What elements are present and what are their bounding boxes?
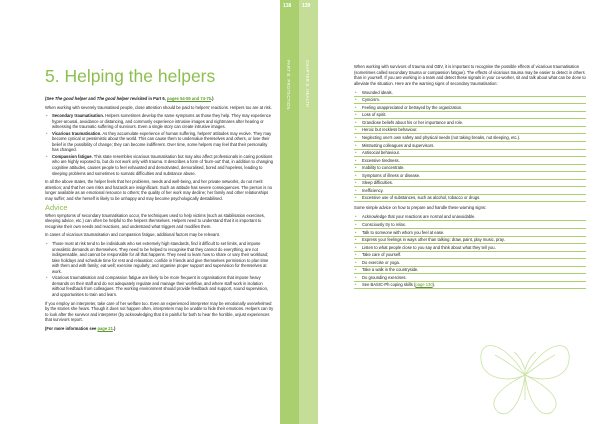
chapter-band — [299, 0, 318, 424]
ref-italic: The good helper — [54, 96, 88, 101]
list-item: • Take a walk in the countryside. — [354, 267, 586, 275]
right-body — [354, 64, 586, 292]
more-info-post: .) — [112, 325, 116, 331]
paragraph: When symptoms of secondary traumatisation occur, the techniques used to help victims (such as stabilisation exercises, sleeping advice, etc.) can often be helpful to the helpers themselves. Helpers need to understand that it is important to recognise their own needs and reactions, and understand what triggers and modifies them. — [45, 212, 266, 229]
page-title: 5. Helping the helpers — [45, 66, 216, 86]
right-page-number: 139 — [302, 3, 311, 9]
advice-list — [45, 241, 275, 297]
risk-text: Helpers sometimes develop the same symptoms as those they help. They may experience hyper-arousal, avoidance or distancing, and commonly experience intrusive images and nightmares after hearing or witnessing the traumatic suffering of survivors. Even a single story can create intrusive images. — [52, 113, 272, 130]
list-item: • Mistrusting colleagues and supervisors. — [354, 142, 586, 150]
risk-text: As they accumulate experience of human suffering, helpers' attitudes may evolve. They may become cynical or pessimistic about the world. This can cause them to undervalue themselves and others, or lose their belief in the possibility of change; they can become indifferent. Over time, some helpers may feel that their personality has changed. — [52, 130, 272, 153]
list-item: • Neglecting one's own safety and physical needs (not taking breaks, not sleeping, etc.). — [354, 134, 586, 142]
list-item: • Loss of spirit. — [354, 112, 586, 120]
ref-italic2: The good helper revisited — [96, 96, 148, 101]
page-link[interactable]: page 21 — [97, 325, 113, 331]
risk-term: Compassion fatigue. — [52, 153, 93, 159]
list-item: • Heroic but reckless behaviour. — [354, 127, 586, 135]
advice-heading: Advice — [45, 203, 68, 213]
pages-link[interactable]: pages 54-55 and 74-75 — [166, 96, 211, 101]
coping-post: ). — [432, 282, 436, 288]
advice-items-list — [354, 214, 586, 289]
warning-signs-list — [354, 89, 586, 202]
ref-end: .) — [210, 96, 214, 101]
paragraph: In all the above states, the helper feels that her problems, needs and well-being, and her private networks, do not merit attention; and that her own risks and hazards are insignificant. Such an attitude has severe consequences. The person is no longer available as an emotional resource to others; the quality of her work may decline; her family and other relationships may suffer; and she herself is likely to be unhappy and may become psychologically destabilised. — [45, 179, 273, 201]
list-item: • Acknowledge that your reactions are normal and unavoidable. — [354, 214, 586, 222]
list-item: • Talk to someone with whom you feel at ease. — [354, 229, 586, 237]
list-item: • Those most at risk tend to be individuals who set extremely high standards, find it difficult to set limits, and impose unrealistic demands on themselves. They need to be helped to recognise that they cannot do everything, are not indispensable, and cannot be responsible for all that happens. They need to learn how to share or vary their workload; take holidays and schedule time for rest and relaxation; confide in friends and give themselves permission to plan time with them and with family; eat well; exercise regularly; and organise proper support and supervision for themselves at work. — [52, 241, 275, 274]
list-item — [52, 113, 275, 130]
risk-term: Vicarious traumatisation. — [52, 130, 102, 136]
list-item: • Wounded ideals. — [354, 89, 586, 97]
list-item: • Inefficiency. — [354, 187, 586, 195]
intro-text: When working with survivors of trauma and GBV, it is important to recognise the possible effects of vicarious traumatisation (sometimes called secondary trauma or compassion fatigue). The effects of vicarious trauma may be easier to detect in others than in yourself. If you are working in a team and detect these signals in your co-worker, sit and talk about what can be done to alleviate the situation. Here are the warning signs of secondary traumatisation: — [354, 64, 586, 86]
list-item: • Cynicism. — [354, 97, 586, 105]
advice-intro: Some simple advice on how to prepare and handle these warning signs: — [354, 205, 487, 211]
list-item: • Sleep difficulties. — [354, 180, 586, 188]
list-item: • Do grounding exercises. — [354, 274, 586, 282]
section-band — [280, 0, 299, 424]
coping-pre: See BASIC-Ph coping skills ( — [362, 282, 416, 288]
more-info-pre: (For more information see — [45, 325, 98, 331]
left-page-number: 138 — [283, 3, 292, 9]
ref-post: in Part 6, — [147, 96, 167, 101]
list-item: • Listen to what people close to you say and think about what they tell you. — [354, 244, 586, 252]
ref-mid: and — [87, 96, 97, 101]
risk-term: Secondary traumatisation. — [52, 113, 105, 119]
left-body — [45, 96, 275, 334]
list-item: • Antisocial behaviour. — [354, 150, 586, 158]
list-item: • Grandiose beliefs about his or her importance and role. — [354, 119, 586, 127]
paragraph: In cases of vicarious traumatisation and compassion fatigue, additional factors may be relevant. — [45, 232, 220, 238]
list-item: • Take care of yourself. — [354, 252, 586, 260]
paragraph: If you employ an interpreter, take care of her welfare too. Even an experienced interpreter may be emotionally overwhelmed by the stories she hears. Though it does not happen often, interpreters may be unable to hide their emotions. Helpers can try to look after the survivor and interpreter (by acknowledging that it is painful for both to hear the horrible, unjust experiences that survivors report. — [45, 300, 274, 323]
section-tab: PART B: PROTECTION — [286, 60, 291, 110]
list-item: • Vicarious traumatisation and compassion fatigue are likely to be more frequent in organisations that impose heavy demands on their staff and do not adequately regulate and manage their workflow, and where staff work in isolation without feedback from colleagues. The working environment should provide feedback and support, sound supervision, and opportunities to train and learn. — [52, 275, 275, 297]
list-item: • Do exercise or yoga. — [354, 259, 586, 267]
list-item: • Feeling unappreciated or betrayed by the organization. — [354, 104, 586, 112]
ref-pre: (See — [45, 96, 55, 101]
list-item: • Inability to concentrate. — [354, 165, 586, 173]
list-item: • Consciously try to relax. — [354, 221, 586, 229]
intro-reference — [45, 96, 275, 102]
list-item — [52, 154, 275, 176]
butterfly-icon — [470, 330, 580, 420]
list-item — [354, 282, 586, 290]
more-info — [45, 326, 275, 332]
list-item: • Express your feelings in ways other than talking: draw, paint, play music, pray. — [354, 237, 586, 245]
coping-page-link[interactable]: page 130 — [415, 282, 433, 288]
chapter-tab: CHAPTER 5: HEALTH — [305, 60, 310, 108]
left-page — [0, 0, 280, 424]
list-item: • Symptoms of illness or disease. — [354, 172, 586, 180]
intro-text: When working with severely traumatised people, close attention should be paid to helpers' reactions. Helpers too are at risk. — [45, 104, 272, 110]
list-item — [52, 131, 275, 153]
risk-text: This state resembles vicarious traumatisation but may also affect professionals in caring positions who are highly exposed to, but do not work only with trauma. It describes a form of 'burn-out' that, in addition to changing cognitive attitudes, causes people to feel exhausted and demotivated, demoralised, bored and hopeless, leading to sleeping problems and sometimes to somatic difficulties and substance abuse. — [52, 153, 273, 176]
risk-list — [45, 113, 275, 176]
list-item: • Excessive use of substances, such as alcohol, tobacco or drugs. — [354, 195, 586, 203]
list-item: • Excessive tiredness. — [354, 157, 586, 165]
